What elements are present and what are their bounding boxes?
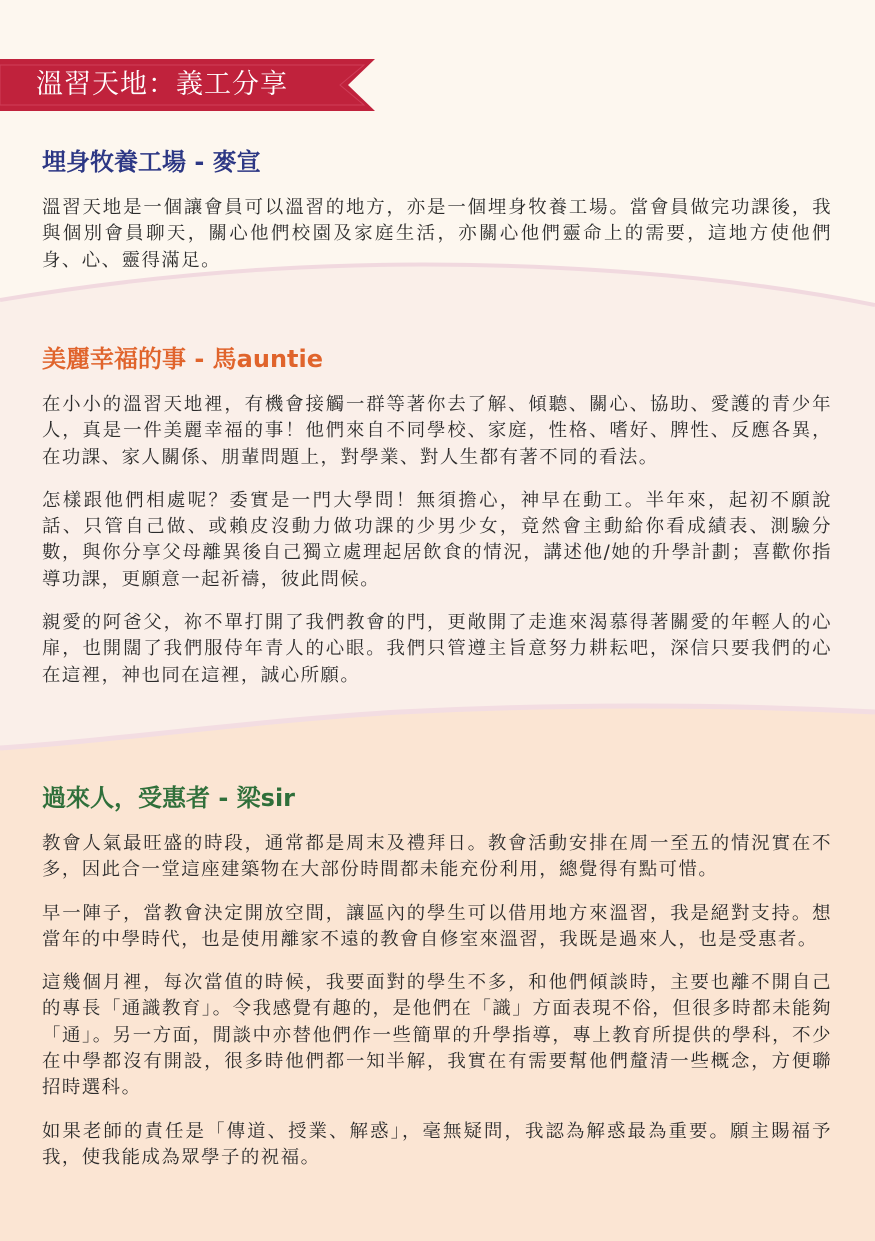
article-leung-sir bbox=[42, 783, 832, 1188]
article-heading: 美麗幸福的事 - 馬auntie bbox=[42, 345, 324, 373]
article-maixuan bbox=[42, 147, 832, 291]
banner-title: 溫習天地：義工分享 bbox=[36, 69, 288, 100]
section-banner bbox=[0, 57, 380, 113]
article-paragraph: 在小小的溫習天地裡，有機會接觸一群等著你去了解、傾聽、關心、協助、愛護的青少年人，真是一件美麗幸福的事！他們來自不同學校、家庭，性格、嗜好、脾性、反應各異，在功課、家人關係、朋輩問題上，對學業、對人生都有著不同的看法。 bbox=[42, 394, 832, 468]
article-paragraph: 早一陣子，當教會決定開放空間，讓區內的學生可以借用地方來溫習，我是絕對支持。想當年的中學時代，也是使用離家不遠的教會自修室來溫習，我既是過來人，也是受惠者。 bbox=[42, 902, 832, 950]
article-paragraph: 教會人氣最旺盛的時段，通常都是周末及禮拜日。教會活動安排在周一至五的情況實在不多，因此合一堂這座建築物在大部份時間都未能充份利用，總覺得有點可惜。 bbox=[42, 833, 832, 881]
article-paragraph: 如果老師的責任是「傳道、授業、解惑」，毫無疑問，我認為解惑最為重要。願主賜福予我，使我能成為眾學子的祝福。 bbox=[42, 1120, 832, 1168]
article-heading: 過來人，受惠者 - 梁sir bbox=[42, 784, 296, 812]
article-paragraph: 溫習天地是一個讓會員可以溫習的地方，亦是一個埋身牧養工場。當會員做完功課後，我與個別會員聊天，關心他們校園及家庭生活，亦關心他們靈命上的需要，這地方使他們身、心、靈得滿足。 bbox=[42, 197, 832, 271]
article-paragraph: 怎樣跟他們相處呢？委實是一門大學問！無須擔心，神早在動工。半年來，起初不願說話、只管自己做、或賴皮沒動力做功課的少男少女，竟然會主動給你看成績表、測驗分數，與你分享父母離異後自己獨立處理起居飲食的情況，講述他/她的升學計劃；喜歡你指導功課，更願意一起祈禱，彼此問候。 bbox=[42, 489, 832, 590]
article-heading: 埋身牧養工場 - 麥宣 bbox=[42, 148, 261, 176]
article-paragraph: 這幾個月裡，每次當值的時候，我要面對的學生不多，和他們傾談時，主要也離不開自己的專長「通識教育」。令我感覺有趣的，是他們在「識」方面表現不俗，但很多時都未能夠「通」。另一方面，閒談中亦替他們作一些簡單的升學指導，專上教育所提供的學科，不少在中學都沒有開設，很多時他們都一知半解，我實在有需要幫他們釐清一些概念，方便聯招時選科。 bbox=[42, 972, 832, 1099]
article-ma-auntie bbox=[42, 344, 832, 706]
article-paragraph: 親愛的阿爸父，祢不單打開了我們教會的門，更敞開了走進來渴慕得著關愛的年輕人的心扉，也開闊了我們服侍年青人的心眼。我們只管遵主旨意努力耕耘吧，深信只要我們的心在這裡，神也同在這裡，誠心所願。 bbox=[42, 612, 832, 686]
